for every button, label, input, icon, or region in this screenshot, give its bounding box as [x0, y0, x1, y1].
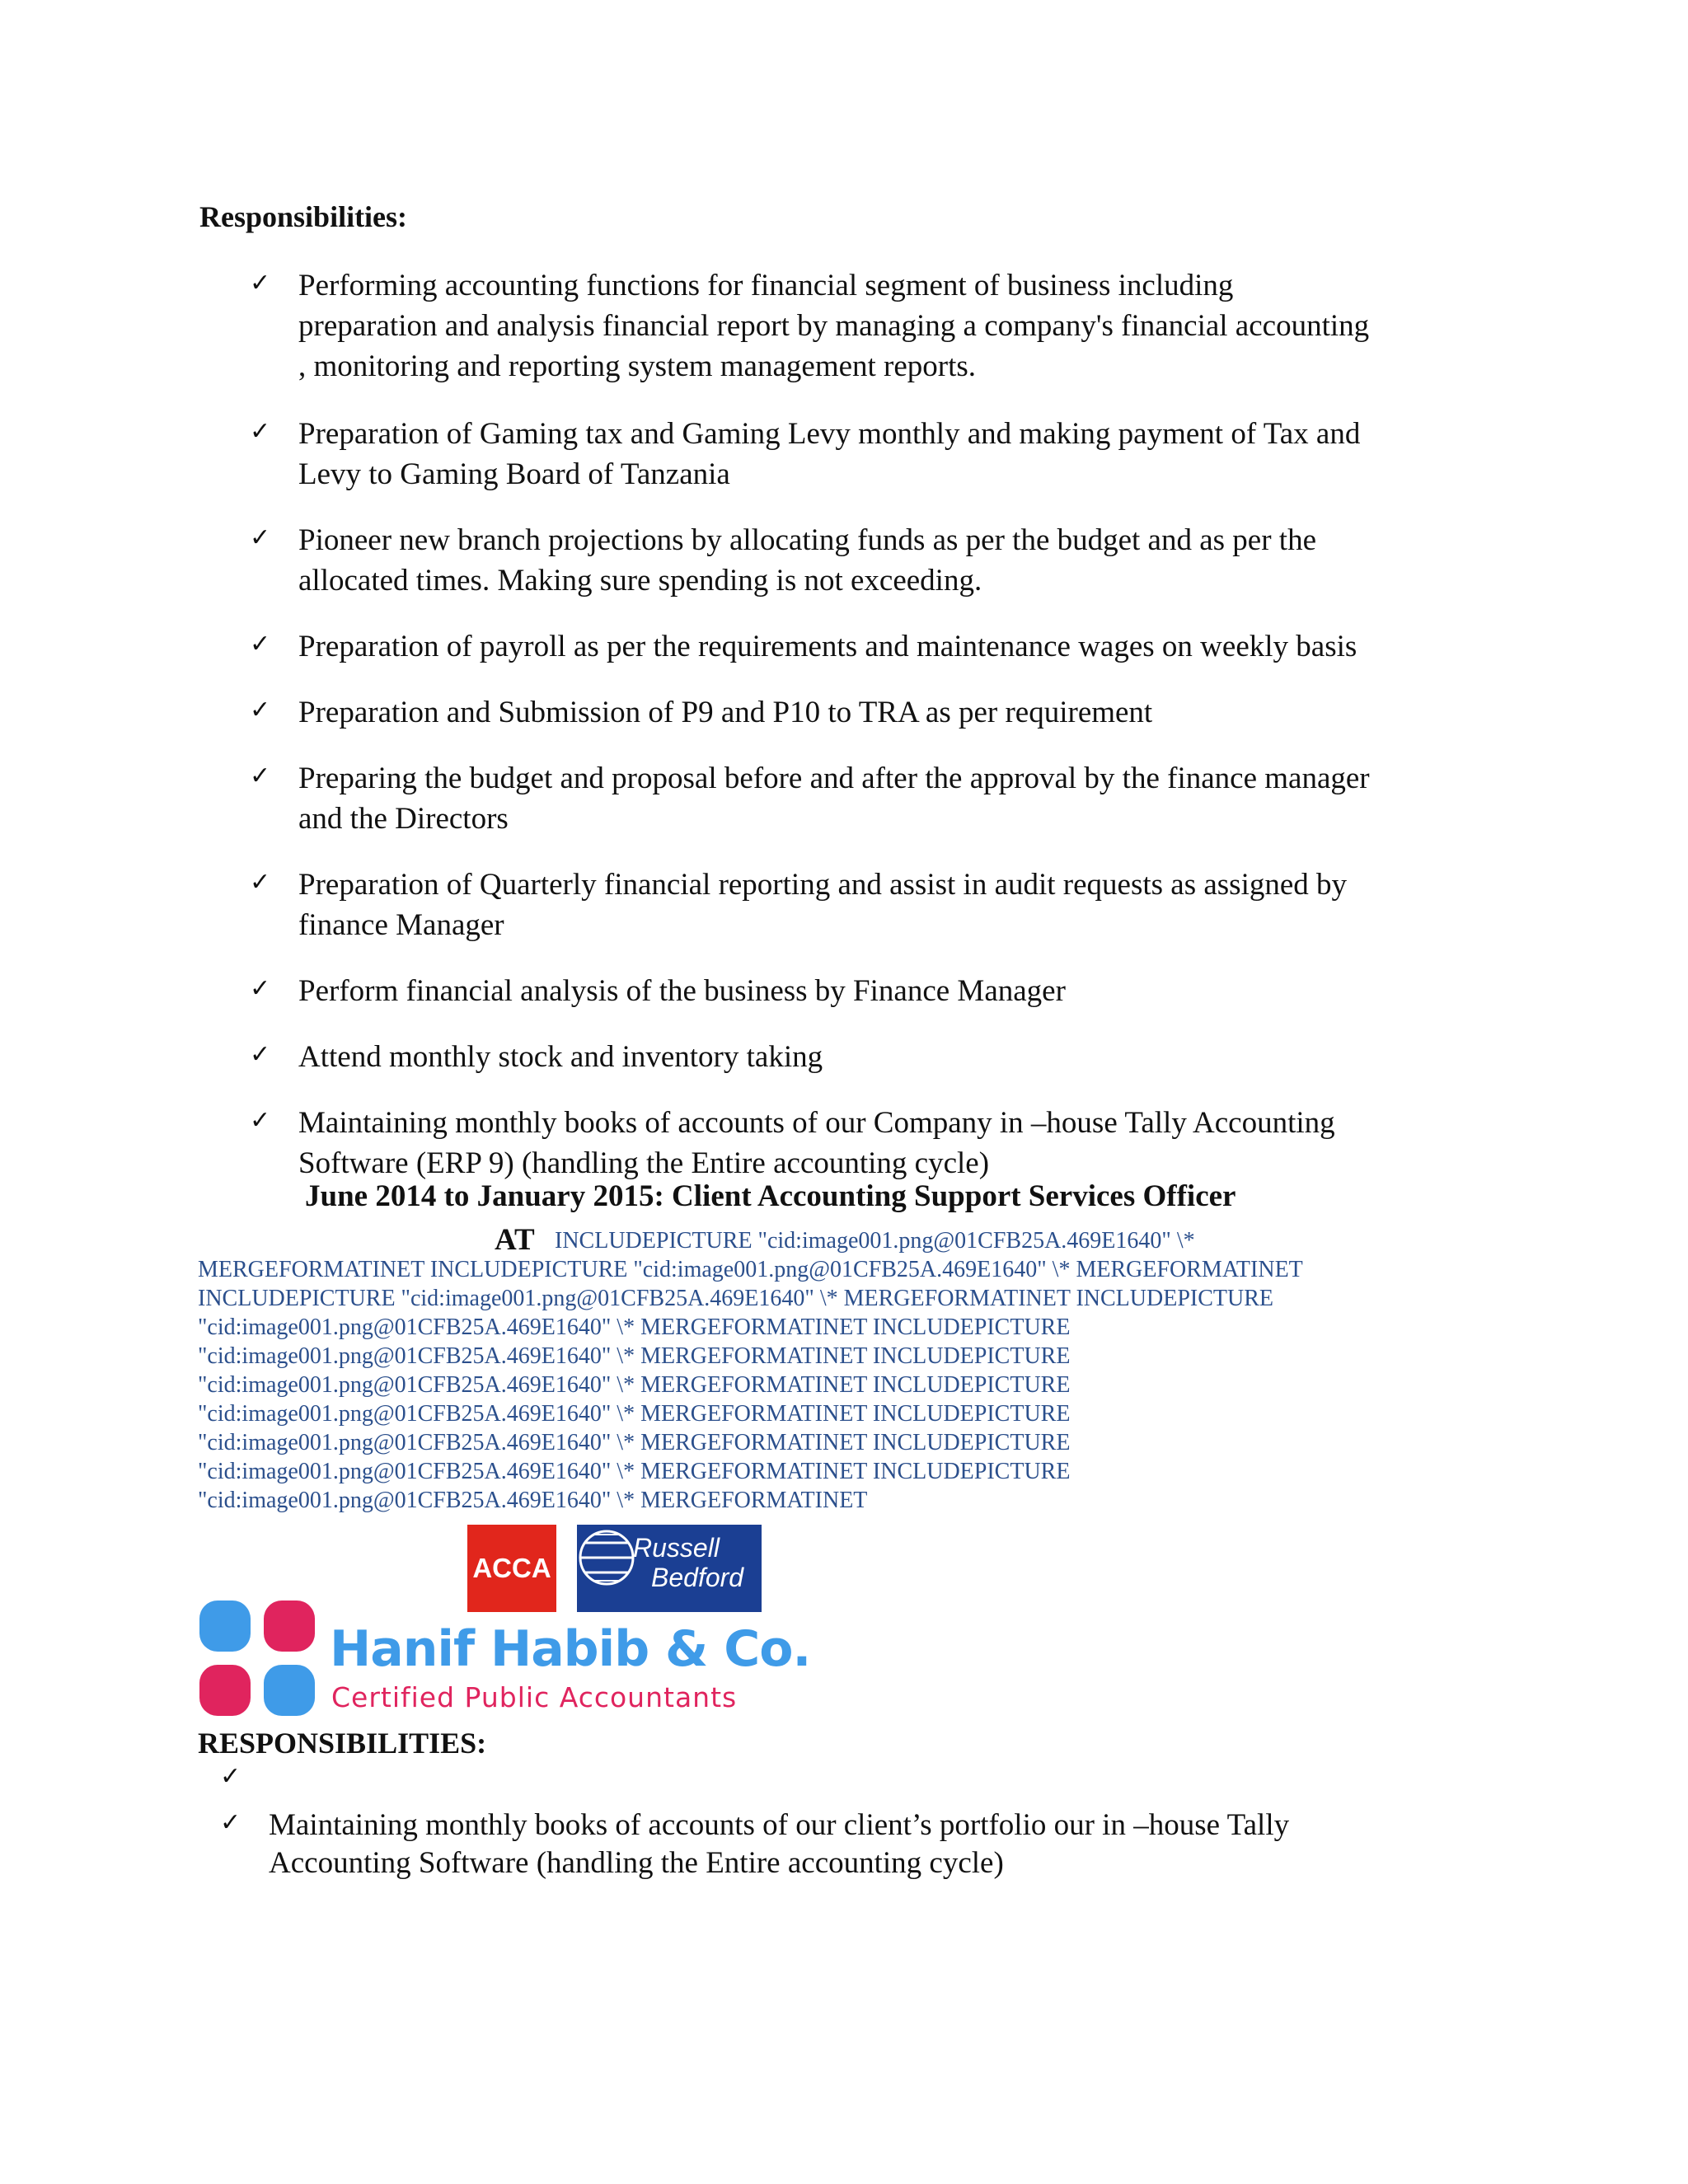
check-icon: ✓: [220, 1762, 241, 1791]
firm-name: Hanif Habib & Co.: [330, 1620, 811, 1678]
position-title: June 2014 to January 2015: Client Accounting Support Services Officer: [305, 1179, 1236, 1213]
list-item: Maintaining monthly books of accounts of our Company in –house Tally Accounting: [298, 1106, 1335, 1140]
list-item: Accounting Software (handling the Entire accounting cycle): [269, 1846, 1004, 1880]
field-code-line: "cid:image001.png@01CFB25A.469E1640" \* MERGEFORMATINET INCLUDEPICTURE: [198, 1459, 1071, 1484]
list-item: Preparation of Gaming tax and Gaming Levy monthly and making payment of Tax and: [298, 417, 1361, 451]
hanif-habib-logo-icon: [198, 1599, 317, 1718]
check-icon: ✓: [220, 1808, 241, 1837]
field-code-line: "cid:image001.png@01CFB25A.469E1640" \* MERGEFORMATINET INCLUDEPICTURE: [198, 1401, 1071, 1427]
field-code-line: INCLUDEPICTURE "cid:image001.png@01CFB25A.469E1640" \* MERGEFORMATINET INCLUDEPICTURE: [198, 1286, 1273, 1311]
list-item: Preparing the budget and proposal before and after the approval by the finance manager: [298, 762, 1370, 795]
firm-subtitle: Certified Public Accountants: [331, 1681, 738, 1713]
at-label: AT: [495, 1223, 535, 1257]
list-item: , monitoring and reporting system management reports.: [298, 349, 977, 383]
check-icon: ✓: [250, 1106, 271, 1135]
russell-bedford-logo: Russell Bedford: [577, 1525, 762, 1612]
list-item: Perform financial analysis of the business by Finance Manager: [298, 974, 1066, 1008]
list-item: and the Directors: [298, 802, 509, 836]
list-item: Preparation of payroll as per the requirements and maintenance wages on weekly basis: [298, 630, 1357, 663]
check-icon: ✓: [250, 868, 271, 897]
check-icon: ✓: [250, 696, 271, 724]
acca-logo: ACCA: [467, 1525, 556, 1612]
check-icon: ✓: [250, 974, 271, 1003]
field-code-line: "cid:image001.png@01CFB25A.469E1640" \* MERGEFORMATINET: [198, 1488, 868, 1513]
list-item: Preparation of Quarterly financial reporting and assist in audit requests as assigned by: [298, 868, 1348, 902]
check-icon: ✓: [250, 630, 271, 658]
list-item: allocated times. Making sure spending is not exceeding.: [298, 564, 982, 598]
responsibilities2-heading: RESPONSIBILITIES:: [198, 1727, 487, 1760]
list-item: preparation and analysis financial report by managing a company's financial accounting: [298, 309, 1370, 343]
list-item: Preparation and Submission of P9 and P10 to TRA as per requirement: [298, 696, 1153, 729]
list-item: Maintaining monthly books of accounts of our client’s portfolio our in –house Tally: [269, 1808, 1290, 1842]
responsibilities-heading: Responsibilities:: [199, 200, 408, 233]
field-code-line: "cid:image001.png@01CFB25A.469E1640" \* MERGEFORMATINET INCLUDEPICTURE: [198, 1343, 1071, 1369]
field-code-line: "cid:image001.png@01CFB25A.469E1640" \* MERGEFORMATINET INCLUDEPICTURE: [198, 1372, 1071, 1398]
list-item: Levy to Gaming Board of Tanzania: [298, 457, 730, 491]
list-item: Software (ERP 9) (handling the Entire accounting cycle): [298, 1146, 990, 1180]
field-code-line: "cid:image001.png@01CFB25A.469E1640" \* MERGEFORMATINET INCLUDEPICTURE: [198, 1430, 1071, 1455]
list-item: Pioneer new branch projections by allocating funds as per the budget and as per the: [298, 523, 1317, 557]
check-icon: ✓: [250, 269, 271, 298]
list-item: Attend monthly stock and inventory taking: [298, 1040, 823, 1074]
field-code-line: "cid:image001.png@01CFB25A.469E1640" \* MERGEFORMATINET INCLUDEPICTURE: [198, 1315, 1071, 1340]
check-icon: ✓: [250, 1040, 271, 1069]
check-icon: ✓: [250, 523, 271, 552]
check-icon: ✓: [250, 417, 271, 446]
list-item: Performing accounting functions for financial segment of business including: [298, 269, 1234, 302]
field-code-line: INCLUDEPICTURE "cid:image001.png@01CFB25A.469E1640" \*: [555, 1228, 1195, 1254]
check-icon: ✓: [250, 762, 271, 790]
list-item: finance Manager: [298, 908, 504, 942]
field-code-line: MERGEFORMATINET INCLUDEPICTURE "cid:image001.png@01CFB25A.469E1640" \* MERGEFORMATINET: [198, 1257, 1303, 1282]
